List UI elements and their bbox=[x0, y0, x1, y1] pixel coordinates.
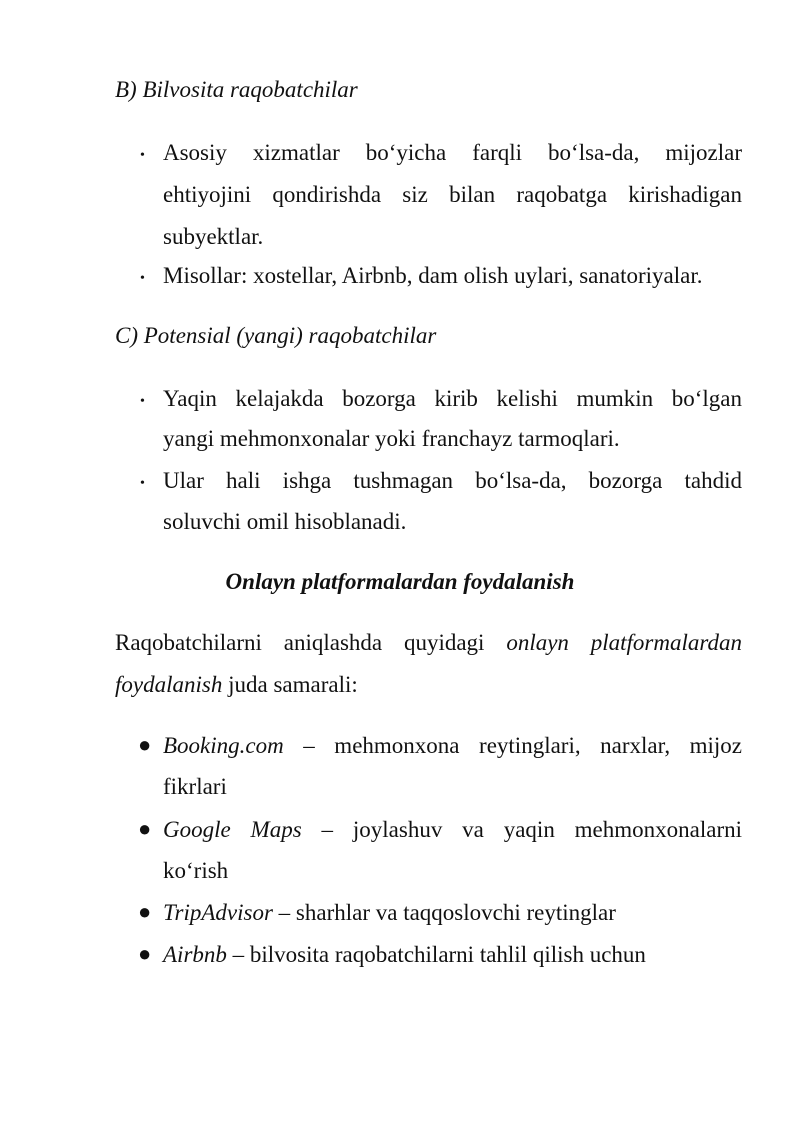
list-item-line: yangi mehmonxonalar yoki franchayz tarmoqlari. bbox=[163, 426, 620, 451]
list-item-line: soluvchi omil hisoblanadi. bbox=[163, 509, 407, 534]
platform-name: Google Maps bbox=[163, 817, 302, 842]
bullet-icon: ● bbox=[138, 899, 152, 924]
intro-paragraph-line bbox=[115, 670, 358, 700]
list-item-line: subyektlar. bbox=[163, 224, 264, 249]
platform-desc: – sharhlar va taqqoslovchi reytinglar bbox=[278, 900, 616, 925]
bullet-icon: ● bbox=[138, 941, 152, 966]
platform-item-line bbox=[163, 898, 616, 928]
section-c-heading: C) Potensial (yangi) raqobatchilar bbox=[115, 323, 437, 348]
bullet-icon: ● bbox=[138, 732, 152, 757]
intro-italic-text: onlayn platformalardan bbox=[506, 630, 742, 655]
intro-italic-text: foydalanish bbox=[115, 672, 223, 697]
list-item-line: Asosiy xizmatlar bo‘yicha farqli bo‘lsa-da, mijozlar bbox=[163, 140, 742, 165]
platform-desc: – joylashuv va yaqin mehmonxonalarni bbox=[321, 817, 743, 842]
bullet-icon: • bbox=[140, 476, 145, 491]
platform-name: Airbnb bbox=[163, 942, 227, 967]
section-b-heading: B) Bilvosita raqobatchilar bbox=[115, 77, 358, 102]
bullet-icon: • bbox=[140, 271, 145, 286]
bullet-icon: • bbox=[140, 394, 145, 409]
platform-desc: ko‘rish bbox=[163, 858, 229, 883]
intro-paragraph-line bbox=[115, 628, 742, 658]
platform-name: TripAdvisor bbox=[163, 900, 273, 925]
bullet-icon: • bbox=[140, 148, 145, 163]
section-title: Onlayn platformalardan foydalanish bbox=[225, 569, 575, 594]
platform-item-line bbox=[163, 815, 742, 845]
platform-desc: – mehmonxona reytinglari, narxlar, mijoz bbox=[303, 733, 743, 758]
list-item-line: ehtiyojini qondirishda siz bilan raqobatga kirishadigan bbox=[163, 182, 742, 207]
platform-desc: fikrlari bbox=[163, 774, 227, 799]
list-item-line: Misollar: xostellar, Airbnb, dam olish uylari, sanatoriyalar. bbox=[163, 263, 703, 288]
platform-item-line bbox=[163, 731, 742, 761]
list-item-line: Yaqin kelajakda bozorga kirib kelishi mumkin bo‘lgan bbox=[163, 386, 742, 411]
bullet-icon: ● bbox=[138, 816, 152, 841]
list-item-line: Ular hali ishga tushmagan bo‘lsa-da, bozorga tahdid bbox=[163, 468, 742, 493]
platform-item-line bbox=[163, 940, 646, 970]
intro-plain-text: Raqobatchilarni aniqlashda quyidagi bbox=[115, 630, 485, 655]
platform-desc: – bilvosita raqobatchilarni tahlil qilish uchun bbox=[232, 942, 646, 967]
intro-plain-text: juda samarali: bbox=[228, 672, 358, 697]
platform-name: Booking.com bbox=[163, 733, 284, 758]
